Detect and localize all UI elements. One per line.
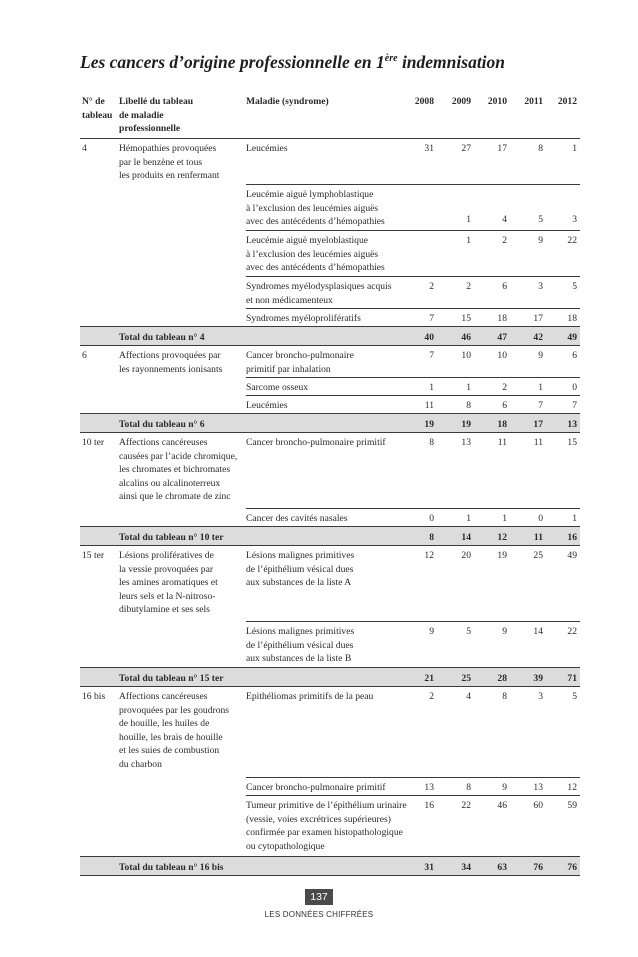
value-cell-2011: 11 (533, 532, 543, 543)
maladie-cell: Leucémies (246, 400, 288, 411)
value-cell-2011: 17 (533, 313, 543, 324)
value-cell-2009: 1 (466, 513, 471, 524)
value-cell-2011: 14 (533, 626, 543, 637)
value-cell-2010: 28 (497, 673, 507, 684)
running-footer: LES DONNÉES CHIFFRÉES (264, 910, 374, 919)
value-cell-2011: 5 (538, 214, 543, 226)
value-cell-2009: 8 (466, 782, 471, 793)
total-label: Total du tableau n° 16 bis (119, 862, 224, 873)
value-cell-2008: 2 (429, 691, 434, 702)
value-cell-2010: 2 (502, 235, 507, 246)
value-cell-2008: 19 (424, 419, 434, 430)
value-cell-2010: 9 (502, 626, 507, 637)
value-cell-2012: 5 (572, 691, 577, 702)
value-cell-2008: 1 (429, 382, 434, 393)
maladie-cell: Syndromes myéloprolifératifs (246, 313, 361, 324)
value-cell-2011: 13 (533, 782, 543, 793)
value-cell-2009: 10 (461, 350, 471, 361)
header-year-2008: 2008 (414, 96, 434, 107)
tableau-number-cell: 6 (82, 350, 87, 361)
value-cell-2009: 13 (461, 437, 471, 448)
libelle-cell: Affections cancéreuses provoquées par les goudrons de houille, les huiles de houille, les brais de houille et les suies de combustion du charbon (119, 691, 230, 771)
value-cell-2011: 9 (538, 235, 543, 246)
table-row (80, 138, 580, 184)
libelle-cell: Hémopathies provoquées par le benzène et tous les produits en renfermant (119, 143, 220, 182)
value-cell-2008: 7 (429, 350, 434, 361)
page-number: 137 (305, 889, 333, 905)
header-libelle: Libellé du tableau de maladie professionnelle (119, 96, 194, 135)
value-cell-2011: 76 (533, 862, 543, 873)
value-cell-2009: 22 (461, 800, 471, 811)
value-cell-2012: 71 (567, 673, 577, 684)
value-cell-2009: 2 (466, 281, 471, 292)
total-label: Total du tableau n° 10 ter (119, 532, 224, 543)
table-row (80, 377, 580, 395)
total-row (80, 667, 580, 686)
value-cell-2010: 6 (502, 281, 507, 292)
maladie-cell: Leucémies (246, 143, 288, 154)
value-cell-2009: 5 (466, 626, 471, 637)
value-cell-2009: 14 (461, 532, 471, 543)
value-cell-2009: 4 (466, 691, 471, 702)
value-cell-2011: 42 (533, 332, 543, 343)
table-row (80, 508, 580, 526)
page-title-main: Les cancers d’origine professionnelle en 1 (80, 52, 385, 72)
value-cell-2010: 9 (502, 782, 507, 793)
value-cell-2010: 4 (502, 214, 507, 226)
value-cell-2009: 19 (461, 419, 471, 430)
value-cell-2009: 1 (466, 214, 471, 226)
value-cell-2011: 1 (538, 382, 543, 393)
total-label: Total du tableau n° 4 (119, 332, 205, 343)
maladie-cell: Cancer des cavités nasales (246, 513, 348, 524)
total-row (80, 856, 580, 875)
maladie-cell: Tumeur primitive de l’épithélium urinaire (vessie, voies excrétrices supérieures) confirmée par examen histopathologique ou cytopathologique (246, 800, 407, 852)
libelle-cell: Affections provoquées par les rayonnements ionisants (119, 350, 223, 375)
value-cell-2012: 1 (572, 513, 577, 524)
value-cell-2011: 25 (533, 550, 543, 561)
value-cell-2011: 39 (533, 673, 543, 684)
header-year-2009: 2009 (451, 96, 471, 107)
value-cell-2012: 6 (572, 350, 577, 361)
value-cell-2008: 31 (424, 862, 434, 873)
table-row (80, 621, 580, 667)
total-row (80, 326, 580, 345)
value-cell-2010: 8 (502, 691, 507, 702)
table-row (80, 276, 580, 308)
libelle-cell: Affections cancéreuses causées par l’acide chromique, les chromates et bichromates alcalins ou alcalinoterreux ainsi que le chromate de zinc (119, 437, 238, 503)
value-cell-2012: 59 (567, 800, 577, 811)
total-row (80, 413, 580, 432)
value-cell-2012: 5 (572, 281, 577, 292)
value-cell-2009: 34 (461, 862, 471, 873)
table-row (80, 777, 580, 795)
value-cell-2009: 27 (461, 143, 471, 154)
tableau-number-cell: 4 (82, 143, 87, 154)
value-cell-2008: 8 (429, 532, 434, 543)
value-cell-2010: 18 (497, 419, 507, 430)
value-cell-2010: 17 (497, 143, 507, 154)
header-year-2012: 2012 (557, 96, 577, 107)
value-cell-2012: 13 (567, 419, 577, 430)
value-cell-2010: 2 (502, 382, 507, 393)
value-cell-2008: 40 (424, 332, 434, 343)
tableau-number-cell: 10 ter (82, 437, 105, 448)
maladie-cell: Lésions malignes primitives de l’épithélium vésical dues aux substances de la liste B (246, 626, 355, 665)
table-row (80, 545, 580, 621)
header-year-2010: 2010 (487, 96, 507, 107)
value-cell-2011: 17 (533, 419, 543, 430)
table-row (80, 795, 580, 856)
value-cell-2008: 21 (424, 673, 434, 684)
value-cell-2009: 1 (466, 382, 471, 393)
libelle-cell: Lésions prolifératives de la vessie provoquées par les amines aromatiques et leurs sels et la N-nitroso- dibutylamine et ses sels (119, 550, 218, 616)
value-cell-2008: 16 (424, 800, 434, 811)
maladie-cell: Cancer broncho-pulmonaire primitif (246, 782, 386, 793)
value-cell-2012: 22 (567, 235, 577, 246)
value-cell-2010: 46 (497, 800, 507, 811)
value-cell-2011: 11 (533, 437, 543, 448)
value-cell-2010: 47 (497, 332, 507, 343)
header-year-2011: 2011 (524, 96, 543, 107)
total-label: Total du tableau n° 15 ter (119, 673, 224, 684)
value-cell-2012: 7 (572, 400, 577, 411)
value-cell-2010: 63 (497, 862, 507, 873)
value-cell-2012: 16 (567, 532, 577, 543)
value-cell-2011: 60 (533, 800, 543, 811)
table-row (80, 230, 580, 276)
value-cell-2011: 3 (538, 281, 543, 292)
maladie-cell: Cancer broncho-pulmonaire primitif par inhalation (246, 350, 354, 375)
value-cell-2012: 76 (567, 862, 577, 873)
value-cell-2011: 8 (538, 143, 543, 154)
value-cell-2008: 7 (429, 313, 434, 324)
value-cell-2008 (400, 231, 434, 234)
value-cell-2009: 1 (466, 235, 471, 246)
maladie-cell: Syndromes myélodysplasiques acquis et non médicamenteux (246, 281, 392, 306)
value-cell-2008: 2 (429, 281, 434, 292)
value-cell-2012: 1 (572, 143, 577, 154)
value-cell-2012: 0 (572, 382, 577, 393)
maladie-cell: Leucémie aiguë myeloblastique à l’exclusion des leucémies aiguës avec des antécédents d’hémopathies (246, 235, 385, 274)
table-row (80, 308, 580, 326)
cancer-table (80, 92, 580, 876)
value-cell-2012: 15 (567, 437, 577, 448)
value-cell-2011: 3 (538, 691, 543, 702)
tableau-number-cell: 16 bis (82, 691, 106, 702)
value-cell-2012: 3 (572, 214, 577, 226)
value-cell-2010: 10 (497, 350, 507, 361)
page-title-superscript: ère (384, 53, 398, 65)
value-cell-2012: 49 (567, 332, 577, 343)
value-cell-2008: 12 (424, 550, 434, 561)
table-row (80, 432, 580, 508)
value-cell-2008: 0 (429, 513, 434, 524)
total-label: Total du tableau n° 6 (119, 419, 205, 430)
value-cell-2009: 25 (461, 673, 471, 684)
table-header-row (80, 92, 580, 138)
value-cell-2011: 0 (538, 513, 543, 524)
header-maladie: Maladie (syndrome) (246, 96, 329, 107)
value-cell-2009: 46 (461, 332, 471, 343)
value-cell-2011: 7 (538, 400, 543, 411)
table-body (80, 138, 580, 876)
maladie-cell: Sarcome osseux (246, 382, 309, 393)
page-title (80, 52, 580, 73)
value-cell-2012: 18 (567, 313, 577, 324)
value-cell-2010: 1 (502, 513, 507, 524)
table-row (80, 395, 580, 413)
value-cell-2008: 31 (424, 143, 434, 154)
value-cell-2008: 8 (429, 437, 434, 448)
value-cell-2010: 11 (497, 437, 507, 448)
value-cell-2009: 15 (461, 313, 471, 324)
table-row (80, 686, 580, 777)
value-cell-2012: 49 (567, 550, 577, 561)
maladie-cell: Epithéliomas primitifs de la peau (246, 691, 374, 702)
value-cell-2009: 8 (466, 400, 471, 411)
table-bottom-rule (80, 875, 580, 876)
total-row (80, 526, 580, 545)
value-cell-2012: 22 (567, 626, 577, 637)
table-row (80, 345, 580, 377)
value-cell-2012: 12 (567, 782, 577, 793)
table-row (80, 184, 580, 230)
tableau-number-cell: 15 ter (82, 550, 105, 561)
value-cell-2009: 20 (461, 550, 471, 561)
value-cell-2011: 9 (538, 350, 543, 361)
header-tableau-number: N° de tableau (82, 96, 113, 121)
maladie-cell: Cancer broncho-pulmonaire primitif (246, 437, 386, 448)
value-cell-2010: 12 (497, 532, 507, 543)
value-cell-2010: 6 (502, 400, 507, 411)
value-cell-2008: 11 (424, 400, 434, 411)
maladie-cell: Lésions malignes primitives de l’épithélium vésical dues aux substances de la liste A (246, 550, 355, 589)
value-cell-2010: 18 (497, 313, 507, 324)
value-cell-2008: 9 (429, 626, 434, 637)
page-title-end: indemnisation (397, 52, 506, 72)
value-cell-2010: 19 (497, 550, 507, 561)
maladie-cell: Leucémie aiguë lymphoblastique à l’exclusion des leucémies aiguës avec des antécédents d’hémopathies (246, 189, 385, 228)
value-cell-2008: 13 (424, 782, 434, 793)
